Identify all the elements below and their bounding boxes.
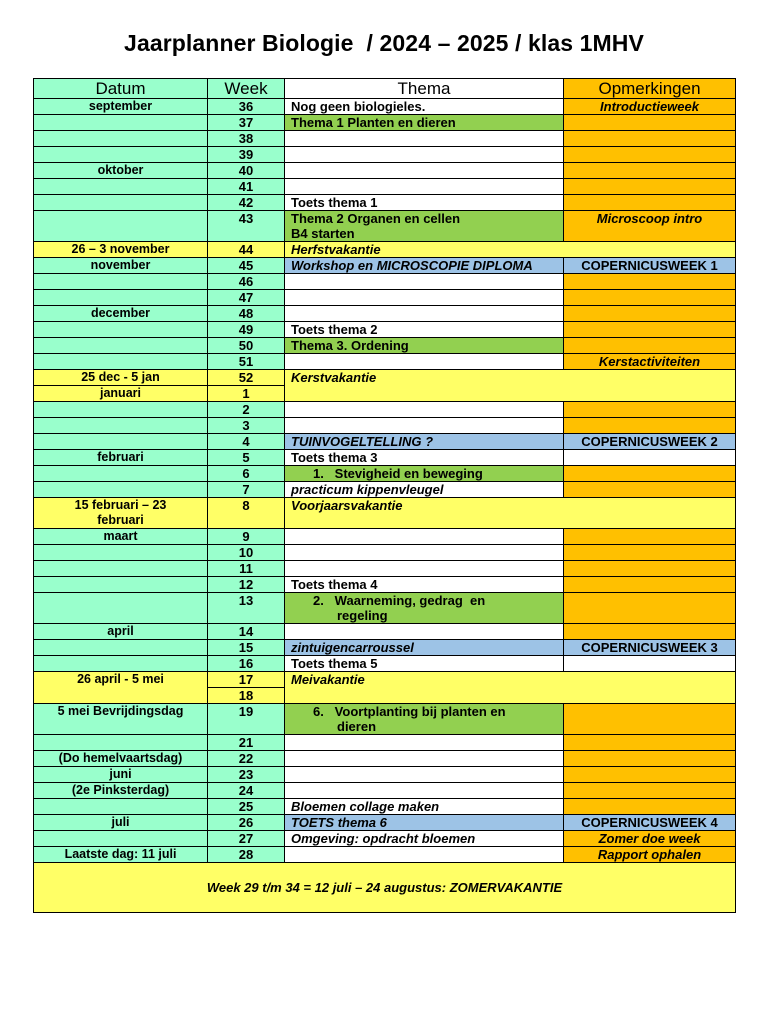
datum-cell	[34, 498, 208, 529]
week-cell: 7	[208, 482, 285, 498]
thema-cell	[285, 211, 564, 242]
datum-cell: 5 mei Bevrijdingsdag	[34, 704, 208, 735]
datum-cell: 26 – 3 november	[34, 242, 208, 258]
opmerking-cell	[564, 402, 736, 418]
thema-cell: Omgeving: opdracht bloemen	[285, 831, 564, 847]
week-cell: 51	[208, 354, 285, 370]
opmerking-cell	[564, 704, 736, 735]
datum-cell	[34, 735, 208, 751]
thema-cell	[285, 545, 564, 561]
thema-cell	[285, 704, 564, 735]
thema-cell: 1. Stevigheid en beweging	[285, 466, 564, 482]
week-cell: 25	[208, 799, 285, 815]
week-cell: 27	[208, 831, 285, 847]
datum-cell: april	[34, 624, 208, 640]
thema-cell	[285, 290, 564, 306]
opmerking-cell	[564, 338, 736, 354]
week-cell: 6	[208, 466, 285, 482]
table-row	[34, 831, 736, 847]
week-cell: 26	[208, 815, 285, 831]
table-row	[34, 338, 736, 354]
thema-cell	[285, 783, 564, 799]
header-datum: Datum	[34, 79, 208, 99]
datum-cell	[34, 799, 208, 815]
datum-cell: (2e Pinksterdag)	[34, 783, 208, 799]
thema-cell: zintuigencarroussel	[285, 640, 564, 656]
opmerking-cell	[564, 195, 736, 211]
week-cell: 42	[208, 195, 285, 211]
week-cell: 9	[208, 529, 285, 545]
table-row	[34, 163, 736, 179]
thema-cell: Toets thema 4	[285, 577, 564, 593]
datum-cell	[34, 147, 208, 163]
week-cell: 11	[208, 561, 285, 577]
week-cell: 22	[208, 751, 285, 767]
datum-cell	[34, 831, 208, 847]
table-row	[34, 290, 736, 306]
opmerking-cell: Introductieweek	[564, 99, 736, 115]
datum-cell	[34, 545, 208, 561]
week-cell: 52	[208, 370, 285, 386]
datum-cell	[34, 211, 208, 242]
thema-cell	[285, 624, 564, 640]
opmerking-cell	[564, 799, 736, 815]
week-cell: 1	[208, 386, 285, 402]
opmerking-cell	[564, 561, 736, 577]
thema-cell	[285, 147, 564, 163]
datum-cell: november	[34, 258, 208, 274]
table-row	[34, 847, 736, 863]
table-row	[34, 195, 736, 211]
planner-table	[33, 78, 736, 913]
week-cell: 18	[208, 688, 285, 704]
week-cell: 28	[208, 847, 285, 863]
week-cell: 50	[208, 338, 285, 354]
opmerking-cell	[564, 735, 736, 751]
opmerking-cell: Zomer doe week	[564, 831, 736, 847]
week-cell: 47	[208, 290, 285, 306]
footer-row	[34, 863, 736, 913]
table-row	[34, 115, 736, 131]
week-cell: 40	[208, 163, 285, 179]
thema-cell	[285, 418, 564, 434]
datum-cell	[34, 418, 208, 434]
opmerking-cell	[564, 767, 736, 783]
datum-cell	[34, 402, 208, 418]
datum-cell	[34, 354, 208, 370]
opmerking-cell	[564, 783, 736, 799]
thema-cell	[285, 847, 564, 863]
table-row	[34, 274, 736, 290]
table-row	[34, 242, 736, 258]
thema-line: B4 starten	[291, 226, 355, 241]
thema-cell: practicum kippenvleugel	[285, 482, 564, 498]
week-cell: 12	[208, 577, 285, 593]
opmerking-cell	[564, 545, 736, 561]
table-row	[34, 402, 736, 418]
opmerking-cell	[564, 577, 736, 593]
week-cell: 43	[208, 211, 285, 242]
opmerking-cell	[564, 529, 736, 545]
thema-cell	[285, 561, 564, 577]
table-row	[34, 482, 736, 498]
week-cell: 49	[208, 322, 285, 338]
table-row	[34, 211, 736, 242]
thema-cell	[285, 163, 564, 179]
datum-cell	[34, 290, 208, 306]
datum-cell	[34, 466, 208, 482]
thema-cell: Toets thema 5	[285, 656, 564, 672]
table-row	[34, 498, 736, 529]
datum-line: 15 februari – 23	[74, 498, 167, 512]
week-cell: 21	[208, 735, 285, 751]
week-cell: 2	[208, 402, 285, 418]
opmerking-cell: Microscoop intro	[564, 211, 736, 242]
datum-cell: februari	[34, 450, 208, 466]
table-row	[34, 704, 736, 735]
week-cell: 19	[208, 704, 285, 735]
datum-cell: juni	[34, 767, 208, 783]
table-row	[34, 656, 736, 672]
datum-cell	[34, 274, 208, 290]
datum-cell	[34, 179, 208, 195]
table-row	[34, 751, 736, 767]
table-row	[34, 561, 736, 577]
table-row	[34, 545, 736, 561]
opmerking-cell	[564, 179, 736, 195]
header-row	[34, 79, 736, 99]
table-row	[34, 306, 736, 322]
datum-cell: (Do hemelvaartsdag)	[34, 751, 208, 767]
table-row	[34, 577, 736, 593]
opmerking-cell: Kerstactiviteiten	[564, 354, 736, 370]
datum-cell: september	[34, 99, 208, 115]
week-cell: 24	[208, 783, 285, 799]
opmerking-cell: COPERNICUSWEEK 1	[564, 258, 736, 274]
datum-cell	[34, 593, 208, 624]
week-cell: 46	[208, 274, 285, 290]
thema-cell: TUINVOGELTELLING ?	[285, 434, 564, 450]
datum-cell	[34, 115, 208, 131]
thema-cell: Toets thema 3	[285, 450, 564, 466]
opmerking-cell	[564, 322, 736, 338]
datum-cell	[34, 640, 208, 656]
thema-cell: TOETS thema 6	[285, 815, 564, 831]
datum-cell: oktober	[34, 163, 208, 179]
opmerking-cell	[564, 163, 736, 179]
table-row	[34, 131, 736, 147]
week-cell: 48	[208, 306, 285, 322]
opmerking-cell	[564, 147, 736, 163]
opmerking-cell	[564, 306, 736, 322]
datum-cell: januari	[34, 386, 208, 402]
opmerking-cell	[564, 482, 736, 498]
thema-cell	[285, 767, 564, 783]
opmerking-cell	[564, 115, 736, 131]
table-row	[34, 735, 736, 751]
opmerking-cell	[564, 593, 736, 624]
datum-cell: maart	[34, 529, 208, 545]
datum-cell: 25 dec - 5 jan	[34, 370, 208, 386]
table-row	[34, 450, 736, 466]
table-row	[34, 434, 736, 450]
week-cell: 15	[208, 640, 285, 656]
table-row	[34, 593, 736, 624]
week-cell: 39	[208, 147, 285, 163]
page-title: Jaarplanner Biologie / 2024 – 2025 / klas 1MHV	[124, 30, 644, 56]
datum-cell: Laatste dag: 11 juli	[34, 847, 208, 863]
thema-cell: Toets thema 1	[285, 195, 564, 211]
opmerking-cell: COPERNICUSWEEK 3	[564, 640, 736, 656]
week-cell: 10	[208, 545, 285, 561]
thema-cell	[285, 354, 564, 370]
table-row	[34, 783, 736, 799]
week-cell: 4	[208, 434, 285, 450]
week-cell: 37	[208, 115, 285, 131]
table-row	[34, 99, 736, 115]
table-row	[34, 322, 736, 338]
table-row	[34, 418, 736, 434]
thema-line: Thema 2 Organen en cellen	[291, 211, 461, 226]
thema-line: 2. Waarneming, gedrag en	[313, 593, 486, 608]
datum-cell	[34, 195, 208, 211]
thema-cell	[285, 306, 564, 322]
week-cell: 41	[208, 179, 285, 195]
table-row	[34, 640, 736, 656]
thema-cell: Bloemen collage maken	[285, 799, 564, 815]
opmerking-cell: Rapport ophalen	[564, 847, 736, 863]
datum-cell	[34, 131, 208, 147]
datum-cell	[34, 561, 208, 577]
opmerking-cell	[564, 418, 736, 434]
opmerking-cell	[564, 131, 736, 147]
thema-cell	[285, 735, 564, 751]
thema-line: regeling	[337, 608, 388, 623]
opmerking-cell: COPERNICUSWEEK 2	[564, 434, 736, 450]
summer-vacation-note: Week 29 t/m 34 = 12 juli – 24 augustus: ZOMERVAKANTIE	[34, 863, 736, 913]
week-cell: 17	[208, 672, 285, 688]
vacation-cell: Voorjaarsvakantie	[285, 498, 736, 529]
vacation-cell: Herfstvakantie	[285, 242, 736, 258]
table-row	[34, 672, 736, 688]
table-row	[34, 624, 736, 640]
table-row	[34, 370, 736, 386]
week-cell: 3	[208, 418, 285, 434]
thema-cell: Toets thema 2	[285, 322, 564, 338]
opmerking-cell	[564, 624, 736, 640]
table-row	[34, 815, 736, 831]
datum-cell	[34, 338, 208, 354]
datum-cell: 26 april - 5 mei	[34, 672, 208, 704]
week-cell: 5	[208, 450, 285, 466]
datum-cell	[34, 482, 208, 498]
week-cell: 44	[208, 242, 285, 258]
week-cell: 13	[208, 593, 285, 624]
table-row	[34, 179, 736, 195]
thema-cell	[285, 402, 564, 418]
thema-cell	[285, 751, 564, 767]
datum-cell	[34, 656, 208, 672]
vacation-cell: Kerstvakantie	[285, 370, 736, 402]
table-row	[34, 258, 736, 274]
thema-cell	[285, 593, 564, 624]
table-row	[34, 147, 736, 163]
thema-cell	[285, 529, 564, 545]
datum-line: februari	[97, 513, 144, 527]
opmerking-cell	[564, 656, 736, 672]
header-week: Week	[208, 79, 285, 99]
thema-cell: Nog geen biologieles.	[285, 99, 564, 115]
datum-cell	[34, 577, 208, 593]
table-row	[34, 529, 736, 545]
table-row	[34, 799, 736, 815]
vacation-cell: Meivakantie	[285, 672, 736, 704]
week-cell: 8	[208, 498, 285, 529]
table-row	[34, 466, 736, 482]
week-cell: 23	[208, 767, 285, 783]
week-cell: 38	[208, 131, 285, 147]
datum-cell: juli	[34, 815, 208, 831]
week-cell: 45	[208, 258, 285, 274]
opmerking-cell	[564, 274, 736, 290]
table-row	[34, 354, 736, 370]
opmerking-cell: COPERNICUSWEEK 4	[564, 815, 736, 831]
thema-cell	[285, 179, 564, 195]
opmerking-cell	[564, 290, 736, 306]
thema-cell	[285, 274, 564, 290]
thema-cell: Thema 1 Planten en dieren	[285, 115, 564, 131]
opmerking-cell	[564, 450, 736, 466]
thema-cell	[285, 131, 564, 147]
week-cell: 36	[208, 99, 285, 115]
header-thema: Thema	[285, 79, 564, 99]
header-opmerkingen: Opmerkingen	[564, 79, 736, 99]
datum-cell: december	[34, 306, 208, 322]
datum-cell	[34, 322, 208, 338]
week-cell: 16	[208, 656, 285, 672]
thema-line: 6. Voortplanting bij planten en	[313, 704, 506, 719]
opmerking-cell	[564, 466, 736, 482]
thema-line: dieren	[337, 719, 377, 734]
thema-cell: Workshop en MICROSCOPIE DIPLOMA	[285, 258, 564, 274]
table-row	[34, 767, 736, 783]
opmerking-cell	[564, 751, 736, 767]
thema-cell: Thema 3. Ordening	[285, 338, 564, 354]
datum-cell	[34, 434, 208, 450]
week-cell: 14	[208, 624, 285, 640]
